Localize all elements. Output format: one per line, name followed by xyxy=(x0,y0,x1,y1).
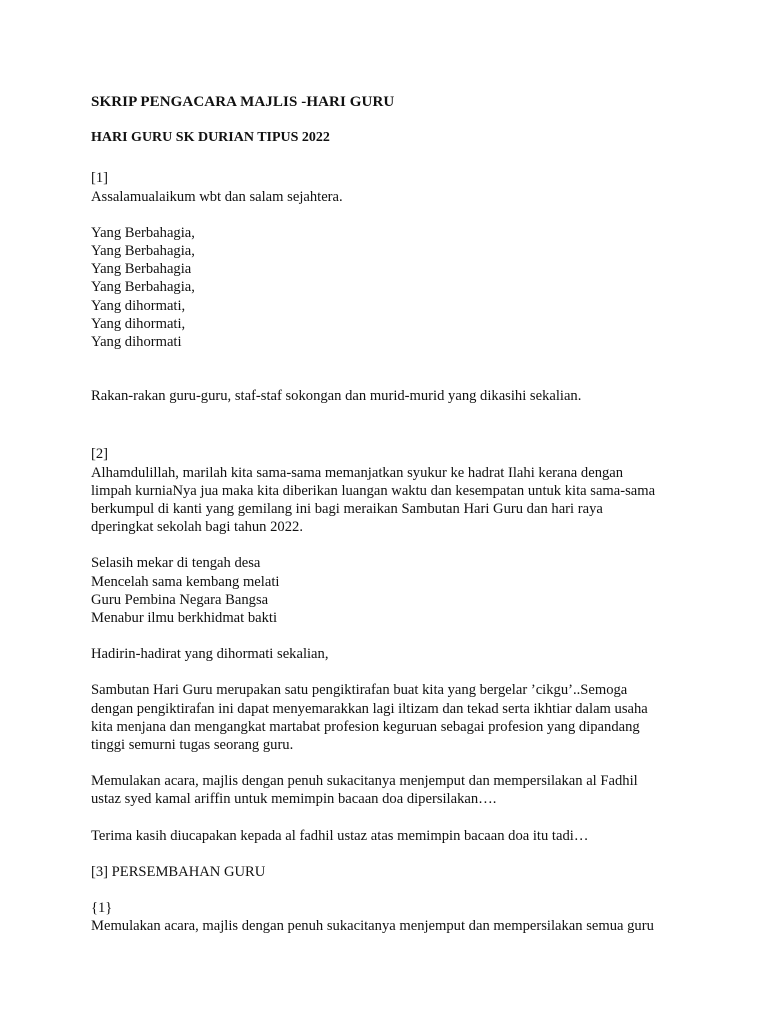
pantun-line: Guru Pembina Negara Bangsa xyxy=(91,591,269,608)
paragraph-line: Sambutan Hari Guru merupakan satu pengiktirafan buat kita yang bergelar ’cikgu’..Semoga xyxy=(91,682,628,699)
document-body xyxy=(91,93,691,936)
document-title: SKRIP PENGACARA MAJLIS -HARI GURU xyxy=(91,94,395,110)
paragraph-line: berkumpul di kanti yang gemilang ini bagi meraikan Sambutan Hari Guru dan hari raya xyxy=(91,501,603,518)
paragraph-line: Memulakan acara, majlis dengan penuh sukacitanya menjemput dan mempersilakan semua guru xyxy=(91,918,654,935)
paragraph-line: ustaz syed kamal ariffin untuk memimpin bacaan doa dipersilakan…. xyxy=(91,791,497,808)
pantun-line: Mencelah sama kembang melati xyxy=(91,573,280,590)
paragraph-line: tinggi semurni tugas seorang guru. xyxy=(91,737,294,754)
paragraph-line: Memulakan acara, majlis dengan penuh sukacitanya menjemput dan mempersilakan al Fadhil xyxy=(91,773,638,790)
section-marker: [2] xyxy=(91,446,109,463)
paragraph-line: Alhamdulillah, marilah kita sama-sama memanjatkan syukur ke hadrat Ilahi kerana dengan xyxy=(91,464,624,481)
paragraph-line: limpah kurniaNya jua maka kita diberikan luangan waktu dan kesempatan untuk kita sama-sama xyxy=(91,482,656,499)
salutation-line: Yang Berbahagia, xyxy=(91,224,195,241)
thanks-line: Terima kasih diucapakan kepada al fadhil ustaz atas memimpin bacaan doa itu tadi… xyxy=(91,827,589,844)
salutation-line: Yang Berbahagia, xyxy=(91,279,195,296)
salutation-line: Yang dihormati xyxy=(91,334,182,351)
section-marker: [1] xyxy=(91,170,109,187)
address-line: Hadirin-hadirat yang dihormati sekalian, xyxy=(91,646,329,663)
paragraph-line: dperingkat sekolah bagi tahun 2022. xyxy=(91,519,303,536)
salutation-line: Yang dihormati, xyxy=(91,297,186,314)
paragraph-line: dengan pengiktirafan ini dapat menyemarakkan lagi iltizam dan tekad serta ikhtiar dalam usaha xyxy=(91,700,648,717)
section-heading: [3] PERSEMBAHAN GURU xyxy=(91,863,266,880)
paragraph-line: kita menjana dan mengangkat martabat profesion keguruan sebagai profesion yang dipandang xyxy=(91,718,640,735)
document-subtitle: HARI GURU SK DURIAN TIPUS 2022 xyxy=(91,130,330,146)
pantun-line: Selasih mekar di tengah desa xyxy=(91,555,261,572)
salutation-line: Yang Berbahagia xyxy=(91,261,192,278)
pantun-line: Menabur ilmu berkhidmat bakti xyxy=(91,610,278,627)
audience-line: Rakan-rakan guru-guru, staf-staf sokongan dan murid-murid yang dikasihi sekalian. xyxy=(91,388,582,405)
greeting: Assalamualaikum wbt dan salam sejahtera. xyxy=(91,188,343,205)
salutation-line: Yang dihormati, xyxy=(91,315,186,332)
sub-marker: {1} xyxy=(91,900,113,917)
salutation-line: Yang Berbahagia, xyxy=(91,243,195,260)
